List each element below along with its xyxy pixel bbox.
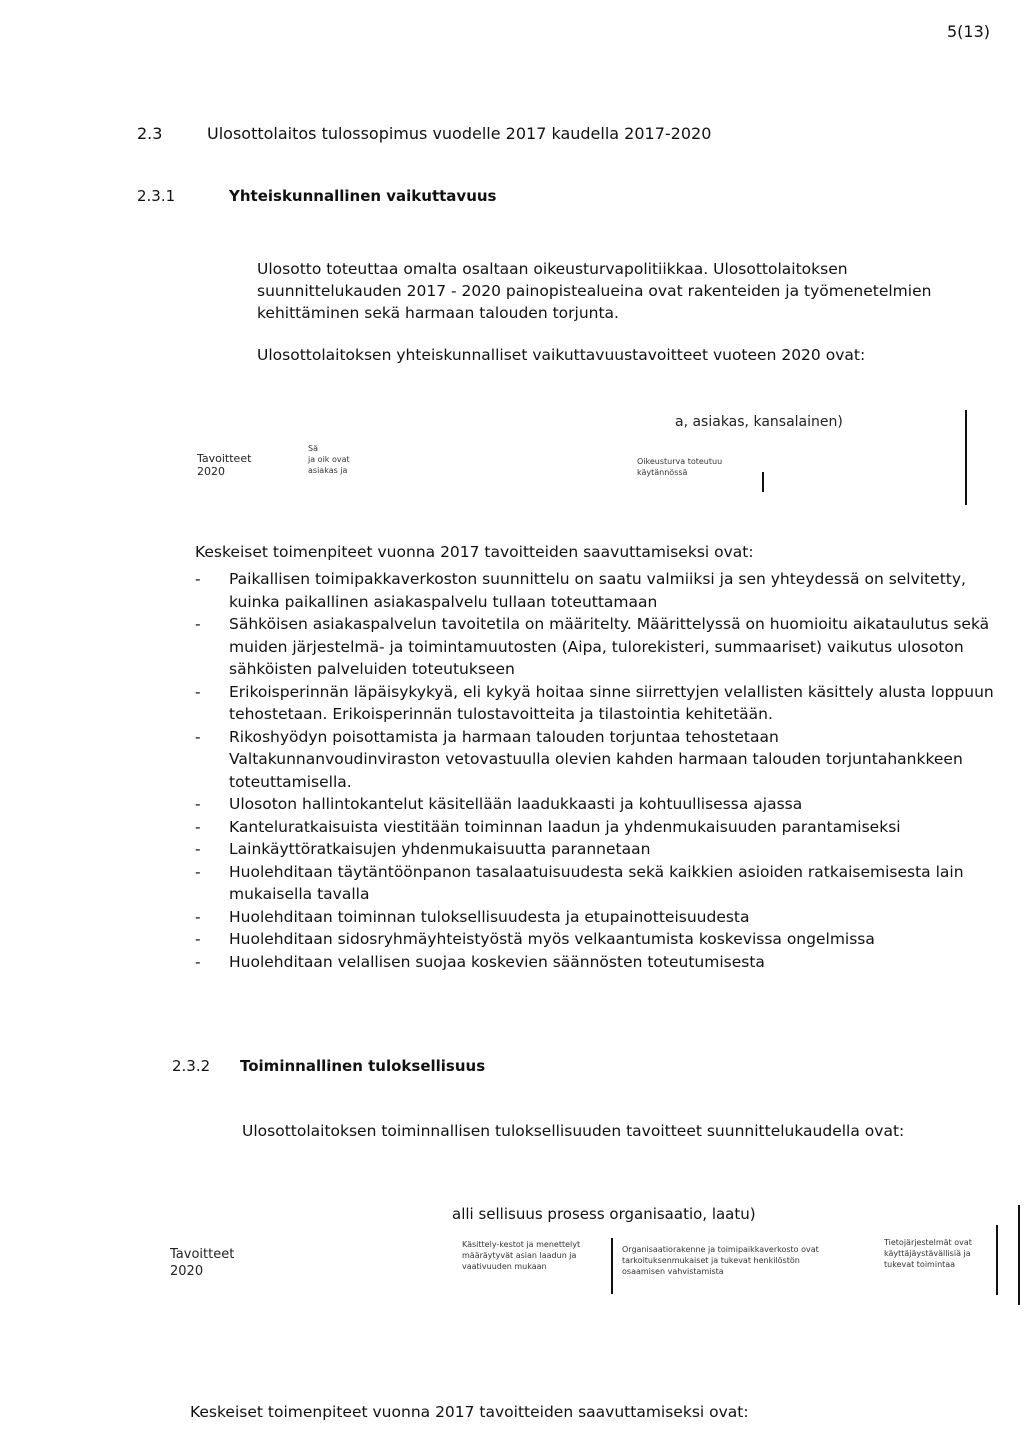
section-heading — [137, 124, 711, 143]
list-item: - Sähköisen asiakaspalvelun tavoitetila on määritelty. Määrittelyssä on huomioitu aikataulutus sekä muiden järjestelmä- ja toimintamuutosten (Aipa, tulorekisteri, summaariset) vaikutus ulosoton sähköisten palveluiden toteutukseen — [195, 615, 990, 678]
row-label-line2: 2020 — [197, 465, 225, 478]
operational-intro: Ulosottolaitoksen toiminnallisen tuloksellisuuden tavoitteet suunnittelukaudella ovat: — [242, 1122, 905, 1140]
table2-row-label — [170, 1246, 234, 1280]
table2-cell3: Tietojärjestelmät ovat käyttäjäystävällisiä ja tukevat toimintaa — [884, 1238, 972, 1269]
section-title: Ulosottolaitos tulossopimus vuodelle 2017 kaudella 2017-2020 — [207, 124, 712, 143]
table1-header: a, asiakas, kansalainen) — [675, 414, 843, 430]
subsection2-number: 2.3.2 — [172, 1057, 211, 1075]
subsection-heading — [137, 187, 497, 205]
list-item: - Huolehditaan täytäntöönpanon tasalaatuisuudesta sekä kaikkien asioiden ratkaisemisesta lain mukaisella tavalla — [195, 862, 964, 903]
list-item: - Lainkäyttöratkaisujen yhdenmukaisuutta parannetaan — [195, 840, 651, 858]
row-label-line1: Tavoitteet — [170, 1247, 235, 1262]
measures-list — [195, 568, 995, 973]
table1-cell2 — [637, 456, 767, 478]
cell1-line3: asiakas ja — [308, 466, 348, 475]
list-item: - Erikoisperinnän läpäisykykyä, eli kykyä hoitaa sinne siirrettyjen velallisten käsittely alusta loppuun tehostetaan. Erikoisperinnän tulostavoitteita ja tilastointia kehitetään. — [195, 682, 994, 723]
list-item: - Paikallisen toimipakkaverkoston suunnittelu on saatu valmiiksi ja sen yhteydessä on selvitetty, kuinka paikallinen asiakaspalvelu tullaan toteuttamaan — [195, 570, 966, 611]
cell1-line1: Sä — [308, 444, 318, 453]
table2-divider-2 — [996, 1225, 998, 1295]
table2-cell2: Organisaatiorakenne ja toimipaikkaverkosto ovat tarkoituksenmukaiset ja tukevat henkilöstön osaamisen vahvistamista — [622, 1245, 819, 1276]
subsection-number: 2.3.1 — [137, 187, 176, 205]
list-item: - Kanteluratkaisuista viestitään toiminnan laadun ja yhdenmukaisuuden parantamiseksi — [195, 817, 901, 836]
subsection2-heading — [172, 1057, 485, 1075]
section-number: 2.3 — [137, 124, 163, 143]
list-item: - Ulosoton hallintokantelut käsitellään laadukkaasti ja kohtuullisessa ajassa — [195, 795, 803, 813]
list-item: - Huolehditaan velallisen suojaa koskevien säännösten toteutumisesta — [195, 952, 765, 971]
cell2-line2: käytännössä — [637, 468, 688, 477]
measures-intro: Keskeiset toimenpiteet vuonna 2017 tavoitteiden saavuttamiseksi ovat: — [195, 543, 754, 561]
table1-right-border — [965, 410, 967, 505]
intro-paragraph: Ulosotto toteuttaa omalta osaltaan oikeusturvapolitiikkaa. Ulosottolaitoksen suunnittelukauden 2017 - 2020 painopistealueina ovat rakenteiden ja työmenetelmien kehittäminen sekä harmaan talouden torjunta. — [257, 260, 932, 322]
table2-right-border — [1018, 1205, 1020, 1305]
page-number: 5(13) — [946, 22, 990, 41]
goals-intro: Ulosottolaitoksen yhteiskunnalliset vaikuttavuustavoitteet vuoteen 2020 ovat: — [257, 346, 866, 364]
table2-header: alli sellisuus prosess organisaatio, laatu) — [452, 1205, 756, 1223]
list-item: - Huolehditaan sidosryhmäyhteistyöstä myös velkaantumista koskevissa ongelmissa — [195, 930, 875, 948]
cell2-line1: Oikeusturva toteutuu — [637, 457, 723, 466]
table2-cell1: Käsittely-kestot ja menettelyt määräytyvät asian laadun ja vaativuuden mukaan — [462, 1240, 581, 1271]
row-label-line1: Tavoitteet — [197, 452, 252, 465]
table2-divider-1 — [611, 1238, 613, 1294]
subsection-title: Yhteiskunnallinen vaikuttavuus — [229, 187, 497, 205]
subsection2-title: Toiminnallinen tuloksellisuus — [240, 1057, 486, 1075]
row-label-line2: 2020 — [170, 1264, 204, 1279]
table1-row-label — [197, 452, 251, 478]
list-item: - Huolehditaan toiminnan tuloksellisuudesta ja etupainotteisuudesta — [195, 907, 750, 926]
cell1-line2: ja oik ovat — [308, 455, 350, 464]
footer-measures-intro: Keskeiset toimenpiteet vuonna 2017 tavoitteiden saavuttamiseksi ovat: — [190, 1403, 749, 1421]
table1-divider — [762, 472, 764, 492]
list-item: - Rikoshyödyn poisottamista ja harmaan talouden torjuntaa tehostetaan Valtakunnanvoudinviraston vetovastuulla olevien kahden harmaan talouden torjuntahankkeen toteuttamisella. — [195, 727, 963, 791]
table1-cell1 — [308, 443, 448, 476]
